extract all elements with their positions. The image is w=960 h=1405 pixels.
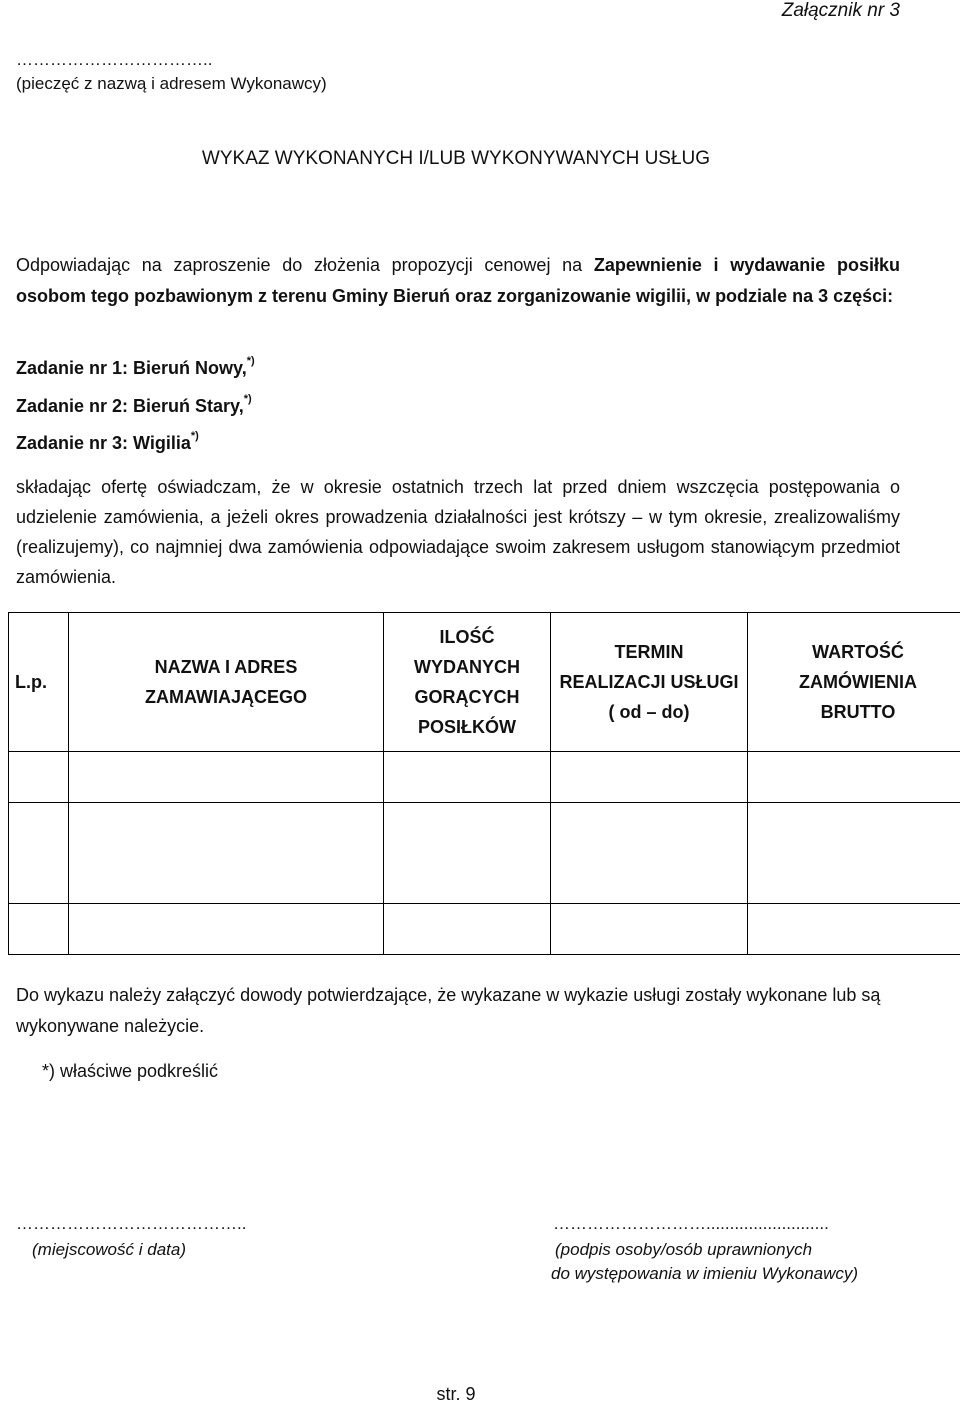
header-value-line-3: BRUTTO	[748, 697, 960, 727]
table-cell[interactable]	[551, 803, 748, 904]
table-row	[9, 904, 960, 955]
table-cell[interactable]	[69, 803, 384, 904]
header-quantity-line-2: WYDANYCH	[384, 652, 550, 682]
header-value-line-2: ZAMÓWIENIA	[748, 667, 960, 697]
table-cell[interactable]	[69, 752, 384, 803]
header-lp	[9, 613, 69, 752]
place-date-label: (miejscowość i data)	[32, 1240, 186, 1260]
table-cell[interactable]	[69, 904, 384, 955]
annex-label: Załącznik nr 3	[782, 0, 900, 22]
page-number: str. 9	[0, 1384, 912, 1405]
header-term-line-2: REALIZACJI USŁUGI	[551, 667, 747, 697]
task-3	[16, 433, 199, 454]
declaration-paragraph: składając ofertę oświadczam, że w okresie ostatnich trzech lat przed dniem wszczęcia postępowania o udzielenie zamówienia, a jeżeli okres prowadzenia działalności jest krótszy – w tym okresie, zrealizowaliśmy (realizujemy), co najmniej dwa zamówienia odpowiadające swoim zakresem usługom stanowiącym przedmiot zamówienia.	[16, 472, 900, 592]
header-term	[551, 613, 748, 752]
table-cell[interactable]	[748, 803, 960, 904]
task-1-label: Zadanie nr 1: Bieruń Nowy,	[16, 358, 247, 378]
header-quantity-line-1: ILOŚĆ	[384, 622, 550, 652]
header-quantity-line-3: GORĄCYCH	[384, 682, 550, 712]
signature-label-line-2: do występowania w imieniu Wykonawcy)	[551, 1264, 858, 1284]
table-cell[interactable]	[551, 904, 748, 955]
table-cell[interactable]	[9, 904, 69, 955]
table-cell[interactable]	[551, 752, 748, 803]
table-cell[interactable]	[748, 904, 960, 955]
table-cell[interactable]	[384, 904, 551, 955]
signature-dots: ………………………..........................	[553, 1214, 829, 1234]
header-value	[748, 613, 960, 752]
intro-plain: Odpowiadając na zaproszenie do złożenia propozycji cenowej na	[16, 255, 594, 275]
table-cell[interactable]	[9, 752, 69, 803]
table-cell[interactable]	[384, 803, 551, 904]
table-cell[interactable]	[748, 752, 960, 803]
task-3-label: Zadanie nr 3: Wigilia	[16, 433, 191, 453]
header-name	[69, 613, 384, 752]
task-2-mark: *)	[244, 393, 252, 405]
header-lp-text: L.p.	[15, 672, 47, 692]
header-name-line-1: NAZWA I ADRES	[69, 652, 383, 682]
task-3-mark: *)	[191, 430, 199, 442]
table-row	[9, 803, 960, 904]
intro-bold: Zapewnienie i wydawanie posiłku osobom tego pozbawionym z terenu Gminy Bieruń oraz zorganizowanie wigilii, w podziale na 3 części:	[16, 255, 900, 306]
signature-label-line-1: (podpis osoby/osób uprawnionych	[555, 1240, 812, 1260]
task-2	[16, 396, 252, 417]
task-2-label: Zadanie nr 2: Bieruń Stary,	[16, 396, 244, 416]
services-table	[8, 612, 960, 955]
task-1	[16, 358, 255, 379]
table-header-row	[9, 613, 960, 752]
header-quantity-line-4: POSIŁKÓW	[384, 712, 550, 742]
intro-paragraph	[16, 250, 900, 312]
attachment-note: Do wykazu należy załączyć dowody potwierdzające, że wykazane w wykazie usługi zostały wykonane lub są wykonywane należycie.	[16, 980, 916, 1042]
header-quantity	[384, 613, 551, 752]
task-1-mark: *)	[247, 355, 255, 367]
header-term-line-1: TERMIN	[551, 637, 747, 667]
document-title: WYKAZ WYKONANYCH I/LUB WYKONYWANYCH USŁUG	[0, 148, 912, 170]
table-cell[interactable]	[384, 752, 551, 803]
header-term-line-3: ( od – do)	[551, 697, 747, 727]
header-name-line-2: ZAMAWIAJĄCEGO	[69, 682, 383, 712]
place-date-dots: …………………………………..	[16, 1214, 246, 1234]
table-cell[interactable]	[9, 803, 69, 904]
table-row	[9, 752, 960, 803]
header-value-line-1: WARTOŚĆ	[748, 637, 960, 667]
stamp-dots: ……………………………..	[16, 50, 212, 70]
stamp-label: (pieczęć z nazwą i adresem Wykonawcy)	[16, 74, 327, 94]
legend-note: *) właściwe podkreślić	[42, 1061, 218, 1082]
